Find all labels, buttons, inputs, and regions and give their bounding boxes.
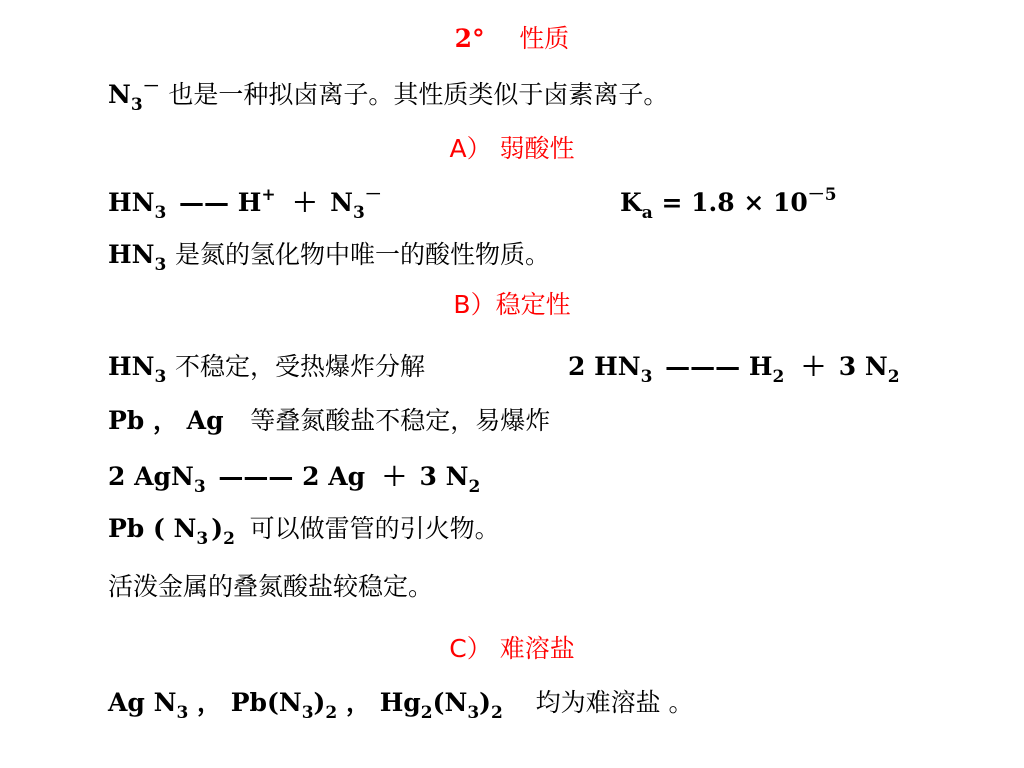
eq1-reactant-sub: 3 <box>154 203 167 223</box>
insol-hg: Hg <box>379 688 421 717</box>
decomp-eq-reactant-sub: 3 <box>640 367 653 387</box>
agn3-product-n2: 3 N <box>419 462 469 491</box>
pbn3-line <box>108 514 500 547</box>
eq1-plus: ＋ <box>292 188 318 217</box>
agn3-reactant: 2 AgN <box>108 462 194 491</box>
agn3-plus: ＋ <box>381 462 407 491</box>
heading-stability <box>0 290 1024 320</box>
hn3-sub: 3 <box>154 255 167 275</box>
decomp-eq-n2: 3 N <box>838 352 888 381</box>
heading-insoluble <box>0 634 1024 664</box>
azide-sup: － <box>142 77 160 97</box>
intro-line <box>108 77 669 115</box>
insol-sep1: ， <box>197 688 223 717</box>
pb-ag-formula: Pb ， Ag <box>108 406 224 435</box>
eq1-arrow: —— <box>179 188 230 217</box>
agn3-product-ag: 2 Ag <box>302 462 366 491</box>
insol-hg-close-sub: 2 <box>491 703 503 723</box>
eq1-product-n3-sub: 3 <box>352 203 365 223</box>
agn3-arrow: ——— <box>218 462 294 491</box>
insol-agn3: Ag N <box>108 688 177 717</box>
insol-agn3-sub: 3 <box>176 703 189 723</box>
azide-symbol: N <box>108 80 131 109</box>
pbn3-formula-a: Pb ( N <box>108 514 197 543</box>
eq1-product-h-sup: + <box>261 185 276 205</box>
insol-hg-sub: 2 <box>420 703 433 723</box>
heading-acidity-label: A） 弱酸性 <box>449 134 575 163</box>
hn3-acid-line <box>108 240 550 273</box>
decomposition-line <box>108 352 938 385</box>
decomp-eq-reactant: 2 HN <box>568 352 641 381</box>
pbn3-formula-b-sub: 2 <box>223 529 235 549</box>
equation-hn3-dissociation <box>108 185 908 223</box>
hn3-formula: HN <box>108 240 155 269</box>
heading-acidity <box>0 134 1024 164</box>
decomp-formula: HN <box>108 352 155 381</box>
decomp-formula-sub: 3 <box>154 367 167 387</box>
decomp-eq-plus: ＋ <box>801 352 827 381</box>
pbn3-formula-b: ) <box>211 514 224 543</box>
active-metal-line <box>108 572 433 602</box>
equation-hn3-decomposition <box>568 352 900 385</box>
insol-pbn3-close-sub: 2 <box>325 703 338 723</box>
heading-stability-label: B）稳定性 <box>453 290 571 319</box>
insol-sep2: ， <box>345 688 371 717</box>
pbn3-formula-a-sub: 3 <box>196 529 209 549</box>
insol-pbn3: Pb(N <box>230 688 302 717</box>
eq1-product-n3: N <box>330 188 353 217</box>
equation-agn3-decomposition <box>108 462 480 495</box>
eq1-product-h: H <box>237 188 262 217</box>
ka-value: = 1.8 × 10 <box>661 188 808 217</box>
insol-pbn3-close: ) <box>313 688 326 717</box>
pb-ag-line <box>108 406 550 436</box>
heading-insoluble-label: C） 难溶盐 <box>449 634 575 663</box>
pb-ag-text: 等叠氮酸盐不稳定，易爆炸 <box>250 406 551 435</box>
active-metal-text: 活泼金属的叠氮酸盐较稳定。 <box>108 572 434 601</box>
hn3-acid-text: 是氮的氢化物中唯一的酸性物质。 <box>175 240 551 269</box>
ka-sub: a <box>641 203 653 223</box>
decomp-eq-n2-sub: 2 <box>887 367 900 387</box>
eq1-product-n3-sup: － <box>364 185 382 205</box>
insol-pbn3-sub: 3 <box>301 703 314 723</box>
decomp-eq-h2: H <box>748 352 773 381</box>
section-number: 2° <box>454 24 485 53</box>
insol-hg-n: (N <box>432 688 468 717</box>
section-label: 性质 <box>519 24 570 53</box>
section-title <box>0 24 1024 54</box>
ka-symbol: K <box>620 188 642 217</box>
azide-sub: 3 <box>130 95 143 115</box>
decomp-eq-arrow: ——— <box>665 352 741 381</box>
decomp-eq-h2-sub: 2 <box>772 367 785 387</box>
decomp-text: 不稳定，受热爆炸分解 <box>175 352 426 381</box>
insol-text: 均为难溶盐 。 <box>535 688 694 717</box>
pbn3-text: 可以做雷管的引火物。 <box>249 514 500 543</box>
eq1-reactant: HN <box>108 188 155 217</box>
ka-expression <box>620 185 837 223</box>
agn3-product-n2-sub: 2 <box>468 477 481 497</box>
ka-exponent: －5 <box>807 185 837 205</box>
insol-hg-close: ) <box>479 688 492 717</box>
agn3-reactant-sub: 3 <box>193 477 206 497</box>
insol-hg-n-sub: 3 <box>467 703 480 723</box>
intro-text: 也是一种拟卤离子。其性质类似于卤素离子。 <box>168 80 669 109</box>
insoluble-line <box>108 688 694 721</box>
